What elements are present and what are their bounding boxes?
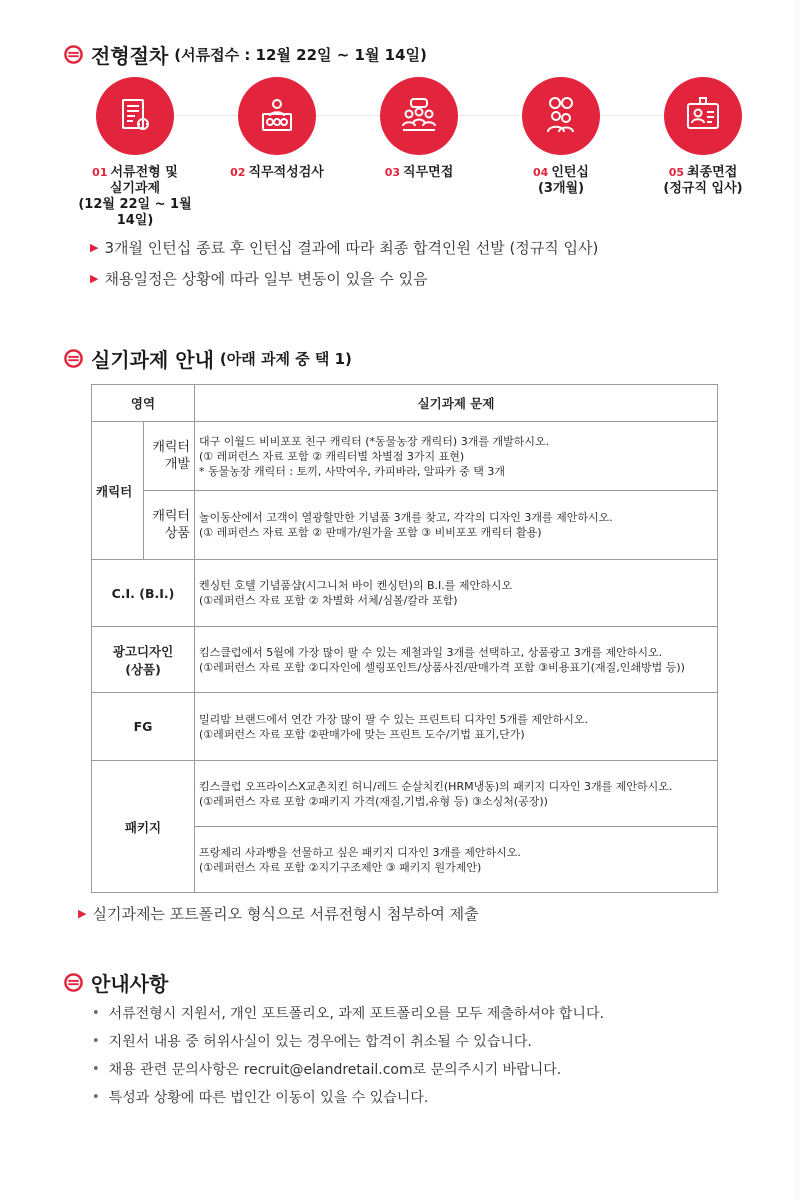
step-5-badge — [664, 77, 742, 155]
area-ad: 광고디자인 (상품) — [92, 627, 195, 693]
area-ci: C.I. (B.I.) — [92, 560, 195, 627]
process-subtitle: (서류접수 : 12월 22일 ~ 1월 14일) — [174, 46, 427, 64]
list-item: • 채용 관련 문의사항은 recruit@elandretail.com로 문의주시기 바랍니다. — [92, 1061, 562, 1078]
intern-icon — [539, 94, 583, 138]
subarea-character-dev: 캐릭터 개발 — [144, 422, 195, 491]
table-row — [92, 560, 718, 627]
task-character-goods: 놀이동산에서 고객이 열광할만한 기념품 3개를 찾고, 각각의 디자인 3개를 제안하시오. (① 레퍼런스 자료 포함 ② 판매가/원가율 포함 ③ 비비포포 캐릭터 활용) — [195, 491, 718, 560]
task-note: ▶ 실기과제는 포트폴리오 형식으로 서류전형시 첨부하여 제출 — [78, 905, 479, 923]
step-4-badge — [522, 77, 600, 155]
triangle-bullet-icon: ▶ — [90, 272, 99, 285]
subarea-character-goods: 캐릭터 상품 — [144, 491, 195, 560]
task-package-1: 킴스클럽 오프라이스X교촌치킨 허니/레드 순살치킨(HRM냉동)의 패키지 디자인 3개를 제안하시오. (①레퍼런스 자료 포함 ②패키지 가격(재질,기법,유형 등) ③소싱처(공장)) — [195, 761, 718, 827]
task-title: 실기과제 안내 — [91, 348, 214, 372]
step-2-label: 02 직무적성검사 — [230, 165, 324, 180]
list-item: • 서류전형시 지원서, 개인 포트폴리오, 과제 포트폴리오를 모두 제출하셔야 합니다. — [92, 1005, 604, 1022]
step-5-label: 05 최종면접 (정규직 입사) — [663, 165, 743, 196]
task-ci: 켄싱턴 호텔 기념품샵(시그니처 바이 켄싱턴)의 B.I.를 제안하시오 (①레퍼런스 자료 포함 ② 차별화 서체/심볼/칼라 포함) — [195, 560, 718, 627]
process-title: 전형절차 — [91, 44, 169, 68]
step-5 — [638, 77, 768, 197]
id-card-icon — [681, 94, 725, 138]
eland-logo-icon — [64, 973, 83, 992]
step-1-badge — [96, 77, 174, 155]
table-row — [92, 627, 718, 693]
test-icon — [255, 94, 299, 138]
area-fg: FG — [92, 693, 195, 761]
page-edge — [794, 0, 800, 1200]
eland-logo-icon — [64, 349, 83, 368]
document-icon — [113, 94, 157, 138]
guide-heading — [64, 968, 168, 997]
task-subtitle: (아래 과제 중 택 1) — [219, 350, 352, 368]
task-table — [91, 384, 718, 893]
header-task: 실기과제 문제 — [195, 385, 718, 422]
task-ad: 킴스클럽에서 5월에 가장 많이 팔 수 있는 제철과일 3개를 선택하고, 상품광고 3개를 제안하시오. (①레퍼런스 자료 포함 ②디자인에 셀링포인트/상품사진/판매가격 포함 ③비용표기(재질,인쇄방법 등)) — [195, 627, 718, 693]
step-1 — [70, 77, 200, 229]
step-3-badge — [380, 77, 458, 155]
task-character-dev: 대구 이월드 비비포포 친구 캐릭터 (*동물농장 캐릭터) 3개를 개발하시오. (① 레퍼런스 자료 포함 ② 캐릭터별 차별점 3가지 표현) * 동물농장 캐릭터 : 토끼, 사막여우, 카피바라, 알파카 중 택 3개 — [195, 422, 718, 491]
task-package-2: 프랑제리 사과빵을 선물하고 싶은 패키지 디자인 3개를 제안하시오. (①레퍼런스 자료 포함 ②지기구조제안 ③ 패키지 원가제안) — [195, 827, 718, 893]
header-area: 영역 — [92, 385, 195, 422]
list-item: • 특성과 상황에 따른 법인간 이동이 있을 수 있습니다. — [92, 1089, 429, 1106]
triangle-bullet-icon: ▶ — [78, 907, 87, 920]
process-note: ▶ 채용일정은 상황에 따라 일부 변동이 있을 수 있음 — [90, 270, 428, 288]
step-1-label: 01 서류전형 및 실기과제 (12월 22일 ~ 1월 14일) — [78, 165, 192, 228]
list-item: • 지원서 내용 중 허위사실이 있는 경우에는 합격이 취소될 수 있습니다. — [92, 1033, 532, 1050]
task-fg: 밀리밤 브랜드에서 연간 가장 많이 팔 수 있는 프린트티 디자인 5개를 제안하시오. (①레퍼런스 자료 포함 ②판매가에 맞는 프린트 도수/기법 표기,단가) — [195, 693, 718, 761]
interview-icon — [397, 94, 441, 138]
guide-list — [92, 999, 604, 1111]
eland-logo-icon — [64, 45, 83, 64]
step-2 — [212, 77, 342, 181]
step-3 — [354, 77, 484, 181]
step-4-label: 04 인턴십 (3개월) — [533, 165, 589, 196]
task-heading — [64, 344, 352, 373]
process-note: ▶ 3개월 인턴십 종료 후 인턴십 결과에 따라 최종 합격인원 선발 (정규직 입사) — [90, 239, 599, 257]
area-package: 패키지 — [92, 761, 195, 893]
step-4 — [496, 77, 626, 197]
triangle-bullet-icon: ▶ — [90, 241, 99, 254]
table-row — [92, 761, 718, 827]
table-row — [92, 491, 718, 560]
process-notes — [90, 232, 598, 294]
table-row — [92, 422, 718, 491]
area-character: 캐릭터 — [92, 422, 144, 560]
guide-title: 안내사항 — [91, 972, 169, 996]
step-2-badge — [238, 77, 316, 155]
process-heading — [64, 40, 427, 69]
step-3-label: 03 직무면접 — [384, 165, 454, 180]
table-row — [92, 693, 718, 761]
